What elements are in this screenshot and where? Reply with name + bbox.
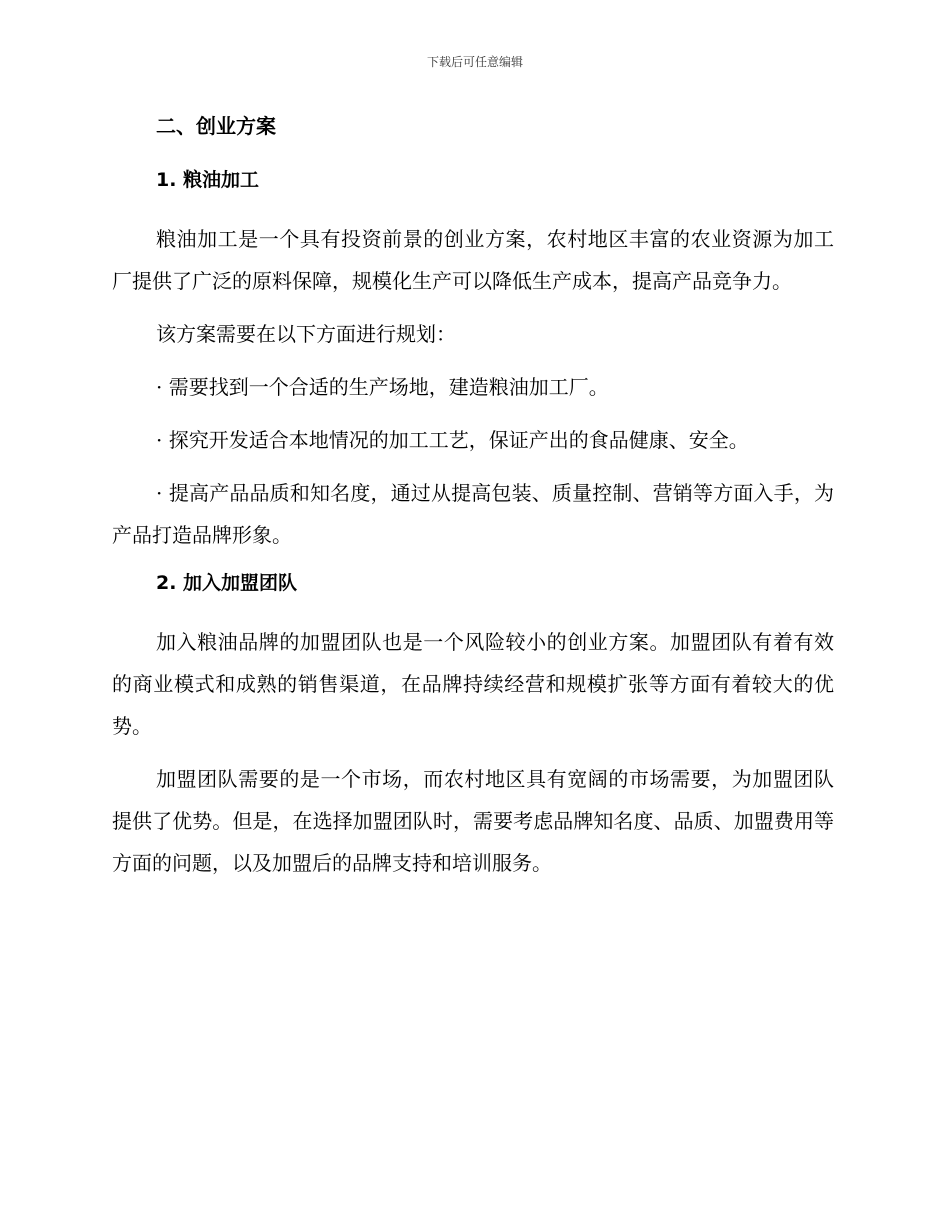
bullet-item: · 提高产品品质和知名度，通过从提高包装、质量控制、营销等方面入手，为产品打造品牌形象。 bbox=[112, 481, 834, 547]
paragraph: 粮油加工是一个具有投资前景的创业方案，农村地区丰富的农业资源为加工厂提供了广泛的原料保障，规模化生产可以降低生产成本，提高产品竞争力。 bbox=[112, 227, 834, 293]
bullet-item: · 需要找到一个合适的生产场地，建造粮油加工厂。 bbox=[156, 375, 609, 399]
paragraph: 该方案需要在以下方面进行规划： bbox=[156, 322, 456, 346]
paragraph: 加入粮油品牌的加盟团队也是一个风险较小的创业方案。加盟团队有着有效的商业模式和成熟的销售渠道，在品牌持续经营和规模扩张等方面有着较大的优势。 bbox=[112, 630, 834, 738]
page-header: 下载后可任意编辑 bbox=[426, 55, 523, 69]
paragraph: 加盟团队需要的是一个市场，而农村地区具有宽阔的市场需要，为加盟团队提供了优势。但是，在选择加盟团队时，需要考虑品牌知名度、品质、加盟费用等方面的问题，以及加盟后的品牌支持和培训服务。 bbox=[112, 767, 834, 875]
document-body bbox=[112, 110, 834, 895]
section-heading: 二、创业方案 bbox=[156, 114, 276, 138]
subsection-heading-2: 2. 加入加盟团队 bbox=[156, 572, 298, 594]
bullet-item: · 探究开发适合本地情况的加工工艺，保证产出的食品健康、安全。 bbox=[156, 428, 749, 452]
subsection-heading-1: 1. 粮油加工 bbox=[156, 169, 260, 191]
